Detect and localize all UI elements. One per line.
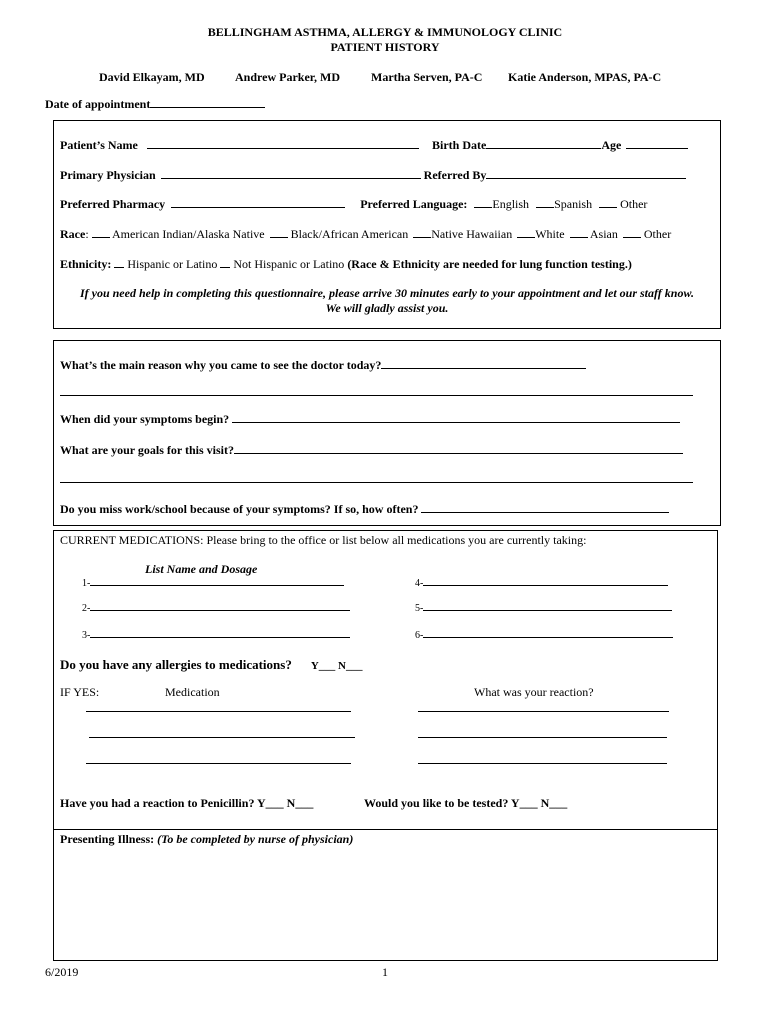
med-row-3 [82, 628, 350, 641]
allergy-med-line-3[interactable] [86, 763, 351, 764]
birth-age-row [432, 137, 688, 153]
reaction-col-label: What was your reaction? [474, 685, 594, 699]
physician-row [60, 167, 686, 183]
race-label: Race [60, 227, 86, 241]
race-5-blank[interactable] [570, 226, 588, 238]
appointment-date-row [45, 96, 265, 112]
allergy-question: Do you have any allergies to medications? [60, 657, 292, 672]
appointment-date-label: Date of appointment [45, 97, 151, 111]
medications-box [53, 530, 718, 961]
presenting-illness-area[interactable] [60, 851, 710, 951]
symptoms-row [60, 411, 680, 427]
med-number-1: 1- [82, 578, 91, 589]
age-label: Age [601, 138, 622, 152]
med-number-2: 2- [82, 603, 91, 614]
reason-extra-line[interactable] [60, 395, 693, 396]
clinic-name: BELLINGHAM ASTHMA, ALLERGY & IMMUNOLOGY CLINIC [207, 25, 563, 39]
lang-spanish-blank[interactable] [536, 196, 554, 208]
race-4-blank[interactable] [517, 226, 535, 238]
race-4: White [535, 227, 565, 241]
patient-name-label: Patient’s Name [60, 138, 138, 152]
symptoms-question: When did your symptoms begin? [60, 412, 230, 426]
race-2-blank[interactable] [270, 226, 288, 238]
if-yes-label: IF YES: [60, 685, 100, 699]
miss-row [60, 501, 669, 517]
med-field-4[interactable] [423, 576, 668, 586]
med-number-6: 6- [415, 630, 424, 641]
pharmacy-language-row [60, 196, 647, 212]
reason-question: What’s the main reason why you came to see the doctor today? [60, 358, 382, 372]
goals-extra-line[interactable] [60, 482, 693, 483]
race-6: Other [643, 227, 672, 241]
birth-date-label: Birth Date [432, 138, 487, 152]
med-row-1 [82, 576, 344, 589]
patient-name-field[interactable] [147, 137, 419, 149]
med-row-4 [415, 576, 668, 589]
race-6-blank[interactable] [623, 226, 641, 238]
primary-physician-label: Primary Physician [60, 168, 156, 182]
ethnicity-note: (Race & Ethnicity are needed for lung function testing.) [347, 257, 632, 271]
age-field[interactable] [626, 137, 688, 149]
patient-info-box [53, 120, 721, 329]
ethnicity-label: Ethnicity: [60, 257, 112, 271]
reason-row [60, 357, 586, 373]
symptoms-field[interactable] [232, 411, 680, 423]
race-5: Asian [589, 227, 618, 241]
presenting-divider [54, 829, 717, 830]
medications-heading: CURRENT MEDICATIONS: Please bring to the office or list below all medications you are currently taking: [60, 533, 587, 547]
med-number-4: 4- [415, 578, 424, 589]
pharmacy-field[interactable] [171, 196, 345, 208]
footer-date: 6/2019 [45, 965, 79, 979]
allergy-reaction-line-3[interactable] [418, 763, 667, 764]
allergy-med-line-1[interactable] [86, 711, 351, 712]
allergy-reaction-line-2[interactable] [418, 737, 667, 738]
miss-field[interactable] [421, 501, 669, 513]
lang-other-blank[interactable] [599, 196, 617, 208]
referred-by-label: Referred By [423, 168, 487, 182]
goals-field[interactable] [234, 442, 683, 454]
pharmacy-label: Preferred Pharmacy [60, 197, 166, 211]
miss-question: Do you miss work/school because of your symptoms? If so, how often? [60, 502, 419, 516]
form-title: PATIENT HISTORY [330, 40, 440, 54]
race-3: Native Hawaiian [431, 227, 513, 241]
goals-row [60, 442, 683, 458]
ethnicity-row [60, 256, 632, 272]
provider-2: Andrew Parker, MD [235, 70, 340, 84]
lang-english-blank[interactable] [474, 196, 492, 208]
provider-1: David Elkayam, MD [99, 70, 205, 84]
race-1: American Indian/Alaska Native [112, 227, 265, 241]
med-field-5[interactable] [423, 601, 672, 611]
med-field-2[interactable] [90, 601, 350, 611]
race-1-blank[interactable] [92, 226, 110, 238]
med-field-6[interactable] [423, 628, 673, 638]
patient-name-row [60, 137, 419, 153]
help-line-1: If you need help in completing this questionnaire, please arrive 30 minutes early to your appointment and let our staff know. [79, 286, 695, 300]
lang-spanish: Spanish [554, 197, 593, 211]
allergy-reaction-line-1[interactable] [418, 711, 669, 712]
medication-col-label: Medication [165, 685, 220, 699]
allergy-yn[interactable]: Y___ N___ [310, 660, 363, 672]
referred-by-field[interactable] [486, 167, 686, 179]
presenting-label: Presenting Illness: [60, 832, 155, 846]
birth-date-field[interactable] [486, 137, 601, 149]
penicillin-question[interactable]: Have you had a reaction to Penicillin? Y___ N___ [60, 796, 314, 810]
allergy-row [60, 657, 362, 673]
lang-english: English [492, 197, 530, 211]
lang-other: Other [620, 197, 648, 211]
race-row: Race: American Indian/Alaska Native Black/African American Native Hawaiian White Asian Other [60, 227, 672, 241]
appointment-date-field[interactable] [150, 96, 265, 108]
list-name-dosage: List Name and Dosage [145, 562, 258, 576]
reason-field[interactable] [381, 357, 586, 369]
allergy-med-line-2[interactable] [89, 737, 355, 738]
tested-question[interactable]: Would you like to be tested? Y___ N___ [364, 796, 568, 810]
med-number-3: 3- [82, 630, 91, 641]
ethnicity-1-blank[interactable] [114, 256, 124, 268]
ethnicity-2-blank[interactable] [220, 256, 230, 268]
ethnicity-2: Not Hispanic or Latino [233, 257, 345, 271]
med-field-1[interactable] [90, 576, 344, 586]
med-row-6 [415, 628, 673, 641]
help-line-2: We will gladly assist you. [325, 301, 449, 315]
race-2: Black/African American [290, 227, 409, 241]
language-label: Preferred Language: [360, 197, 468, 211]
presenting-row [60, 832, 353, 847]
primary-physician-field[interactable] [161, 167, 421, 179]
goals-question: What are your goals for this visit? [60, 443, 235, 457]
page-number: 1 [382, 965, 388, 979]
presenting-note: (To be completed by nurse of physician) [157, 832, 354, 846]
race-3-blank[interactable] [413, 226, 431, 238]
visit-box [53, 340, 721, 526]
provider-3: Martha Serven, PA-C [371, 70, 483, 84]
provider-4: Katie Anderson, MPAS, PA-C [508, 70, 662, 84]
ethnicity-1: Hispanic or Latino [127, 257, 218, 271]
med-field-3[interactable] [90, 628, 350, 638]
med-row-2 [82, 601, 350, 614]
med-row-5 [415, 601, 672, 614]
med-number-5: 5- [415, 603, 424, 614]
